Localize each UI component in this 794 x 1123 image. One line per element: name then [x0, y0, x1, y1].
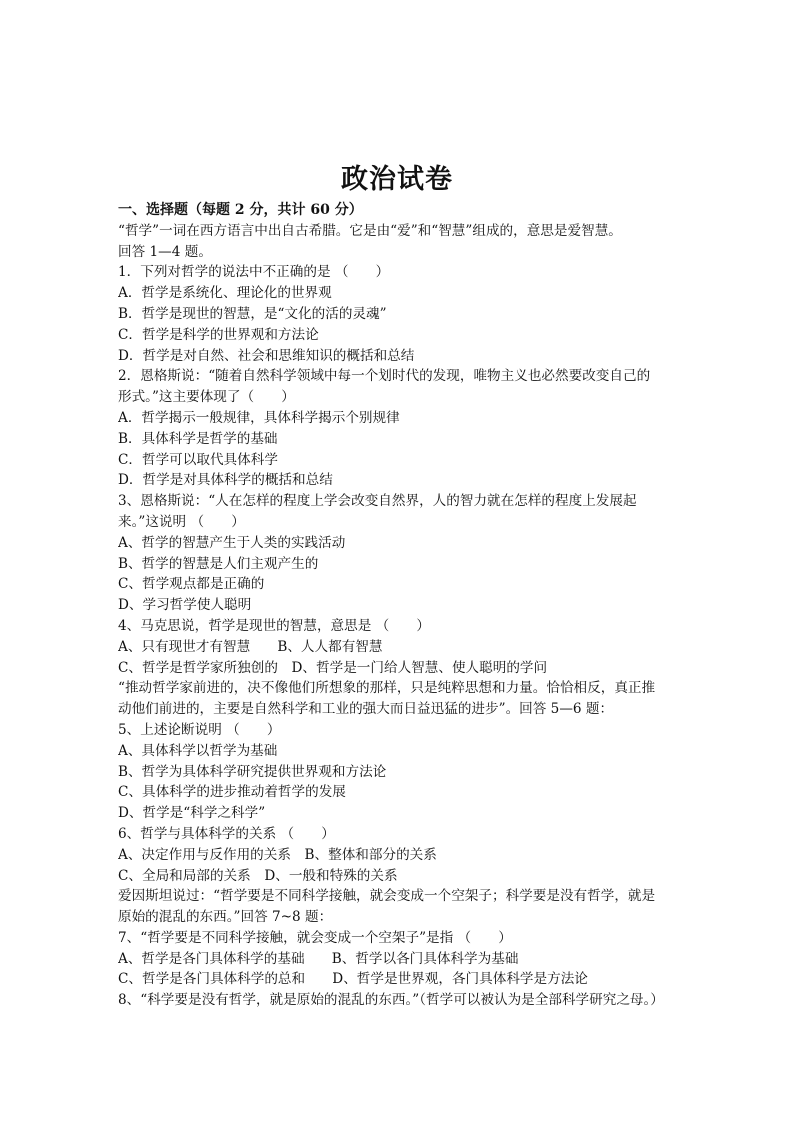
text-line: A、只有现世才有智慧 B、人人都有智慧	[118, 638, 383, 655]
text-line: A、具体科学以哲学为基础	[118, 742, 278, 759]
text-line: 7、“哲学要是不同科学接触，就会变成一个空架子”是指 （ ）	[118, 929, 512, 946]
text-line: 2．恩格斯说：“随着自然科学领域中每一个划时代的发现，唯物主义也必然要改变自己的	[118, 368, 651, 385]
text-line: 来。”这说明 （ ）	[118, 513, 245, 530]
text-line: 6、哲学与具体科学的关系 （ ）	[118, 825, 335, 842]
text-line: 动他们前进的，主要是自然科学和工业的强大而日益迅猛的进步”。回答 5—6 题：	[118, 701, 614, 718]
text-line: “哲学”一词在西方语言中出自古希腊。它是由“爱”和“智慧”组成的，意思是爱智慧。	[118, 222, 622, 239]
text-line: D、哲学是“科学之科学”	[118, 805, 266, 822]
text-line: 5、上述论断说明 （ ）	[118, 721, 281, 738]
text-line: A．哲学揭示一般规律，具体科学揭示个别规律	[118, 409, 400, 426]
text-line: 原始的混乱的东西。”回答 7~8 题：	[118, 909, 333, 926]
text-line: 1．下列对哲学的说法中不正确的是 （ ）	[118, 264, 390, 281]
text-line: C．哲学可以取代具体科学	[118, 451, 278, 468]
text-line: D．哲学是对具体科学的概括和总结	[118, 472, 333, 489]
text-line: B．哲学是现世的智慧，是“文化的活的灵魂”	[118, 305, 387, 322]
section-heading: 一、选择题（每题 2 分，共计 60 分）	[118, 202, 363, 218]
text-line: B、哲学为具体科学研究提供世界观和方法论	[118, 763, 387, 780]
text-line: “推动哲学家前进的，决不像他们所想象的那样，只是纯粹思想和力量。恰恰相反，真正推	[118, 680, 656, 697]
question-content	[118, 200, 690, 1011]
text-line: C．哲学是科学的世界观和方法论	[118, 326, 319, 343]
text-line: 3、恩格斯说：“人在怎样的程度上学会改变自然界，人的智力就在怎样的程度上发展起	[118, 493, 637, 510]
text-line: A、哲学的智慧产生于人类的实践活动	[118, 534, 346, 551]
text-line: D、学习哲学使人聪明	[118, 597, 252, 614]
text-line: B．具体科学是哲学的基础	[118, 430, 278, 447]
text-line: A．哲学是系统化、理论化的世界观	[118, 285, 332, 302]
text-line: 回答 1—4 题。	[118, 243, 212, 260]
text-line: 4、马克思说，哲学是现世的智慧，意思是 （ ）	[118, 617, 431, 634]
text-line: 形式。”这主要体现了（ ）	[118, 389, 295, 406]
text-line: A、决定作用与反作用的关系 B、整体和部分的关系	[118, 846, 437, 863]
text-line: D．哲学是对自然、社会和思维知识的概括和总结	[118, 347, 415, 364]
text-line: B、哲学的智慧是人们主观产生的	[118, 555, 319, 572]
text-line: C、哲学观点都是正确的	[118, 576, 265, 593]
text-line: C、哲学是各门具体科学的总和 D、哲学是世界观，各门具体科学是方法论	[118, 971, 588, 988]
text-line: C、哲学是哲学家所独创的 D、哲学是一门给人智慧、使人聪明的学问	[118, 659, 548, 676]
text-line: 8、“科学要是没有哲学，就是原始的混乱的东西。”（哲学可以被认为是全部科学研究之母。）	[118, 992, 664, 1009]
text-line: C、全局和局部的关系 D、一般和特殊的关系	[118, 867, 398, 884]
text-line: A、哲学是各门具体科学的基础 B、哲学以各门具体科学为基础	[118, 950, 519, 967]
text-line: C、具体科学的进步推动着哲学的发展	[118, 784, 346, 801]
page-title: 政治试卷	[341, 164, 453, 195]
text-line: 爱因斯坦说过：“哲学要是不同科学接触，就会变成一个空架子；科学要是没有哲学，就是	[118, 888, 656, 905]
